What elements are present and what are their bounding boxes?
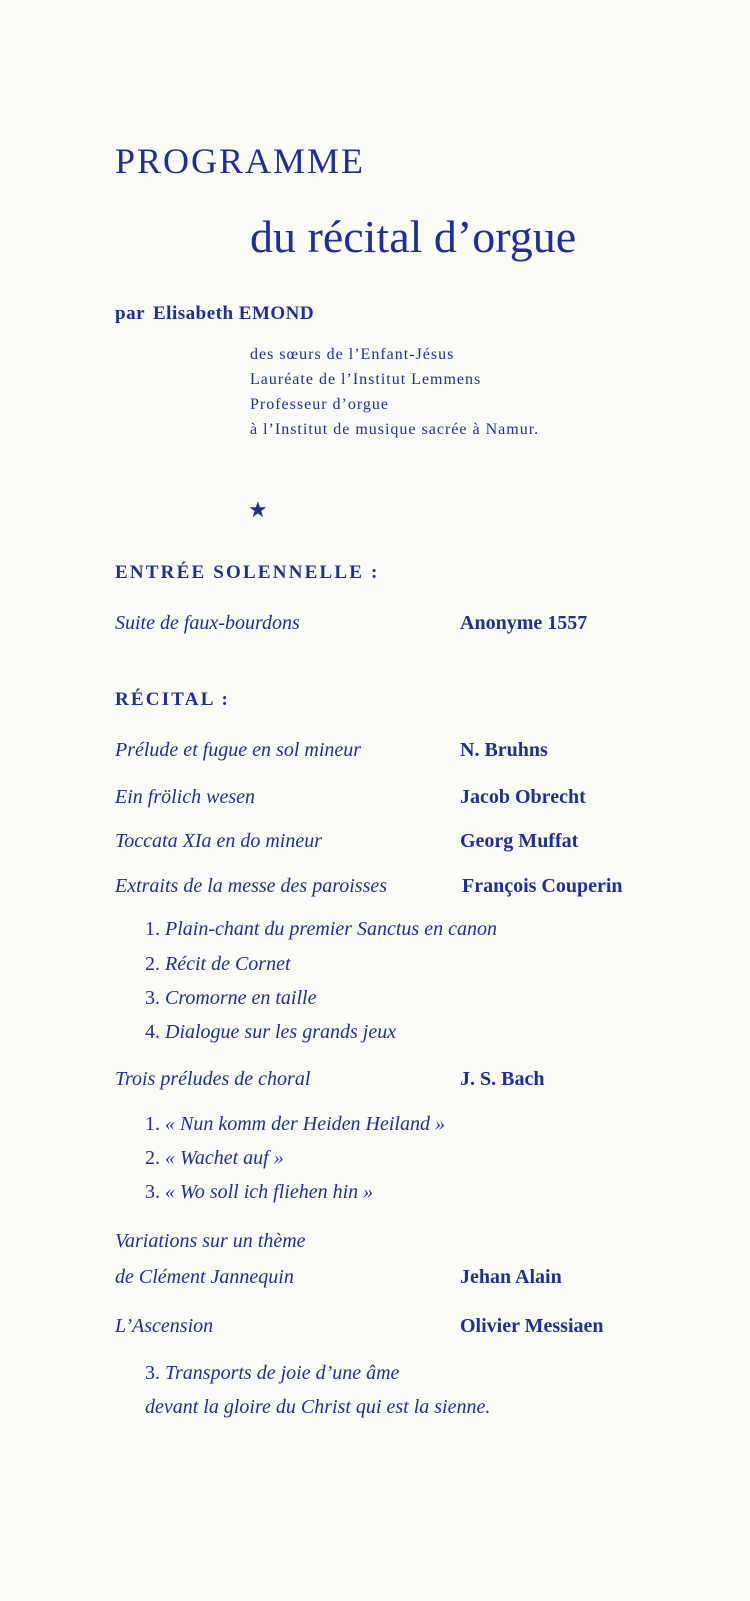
composer-name: Georg Muffat — [460, 830, 579, 852]
work-title: Suite de faux-bourdons — [115, 612, 300, 634]
movement-number: 3. — [145, 1362, 160, 1384]
work-title: Ein frölich wesen — [115, 786, 255, 808]
movement-item — [145, 1147, 284, 1170]
movement-number: 2. — [145, 1147, 160, 1169]
credential-line: à l’Institut de musique sacrée à Namur. — [250, 421, 540, 438]
performer-name: Elisabeth EMOND — [153, 303, 315, 324]
credential-line: Lauréate de l’Institut Lemmens — [250, 371, 482, 388]
composer-name: N. Bruhns — [460, 739, 548, 761]
movement-item — [145, 1021, 396, 1044]
movement-title: Récit de Cornet — [165, 953, 291, 975]
movement-item — [145, 1362, 399, 1385]
movement-title: « Wachet auf » — [165, 1147, 284, 1169]
composer-name: François Couperin — [462, 875, 623, 897]
movement-title: Dialogue sur les grands jeux — [165, 1021, 397, 1043]
movement-item — [145, 1181, 373, 1204]
page-title: PROGRAMME — [115, 141, 366, 181]
credential-line: Professeur d’orgue — [250, 396, 390, 413]
movement-title-continued: devant la gloire du Christ qui est la sienne. — [145, 1396, 491, 1418]
composer-name: J. S. Bach — [460, 1068, 545, 1090]
movement-title: Transports de joie d’une âme — [165, 1362, 400, 1384]
composer-name: Jehan Alain — [460, 1266, 562, 1288]
movement-number: 3. — [145, 1181, 160, 1203]
movement-number: 1. — [145, 918, 160, 940]
movement-title: « Nun komm der Heiden Heiland » — [165, 1113, 445, 1135]
work-title: Extraits de la messe des paroisses — [115, 875, 388, 897]
work-title: Trois préludes de choral — [115, 1068, 311, 1090]
movement-item — [145, 987, 316, 1010]
work-title: de Clément Jannequin — [115, 1266, 294, 1288]
movement-number: 4. — [145, 1021, 160, 1043]
page-subtitle: du récital d’orgue — [250, 211, 577, 262]
performer-credentials — [250, 342, 539, 442]
work-title: L’Ascension — [115, 1315, 214, 1337]
credential-line: des sœurs de l’Enfant-Jésus — [250, 346, 455, 363]
star-ornament-icon: ★ — [248, 497, 268, 522]
movement-title: Cromorne en taille — [165, 987, 317, 1009]
composer-name: Jacob Obrecht — [460, 786, 586, 808]
performer-line — [115, 303, 314, 325]
performer-prefix: par — [115, 303, 145, 324]
composer-name: Olivier Messiaen — [460, 1315, 604, 1337]
composer-name: Anonyme 1557 — [460, 612, 588, 634]
work-title: Toccata XIa en do mineur — [115, 830, 323, 852]
movement-number: 2. — [145, 953, 160, 975]
section-heading-recital: RÉCITAL : — [115, 689, 230, 710]
movement-title: Plain-chant du premier Sanctus en canon — [165, 918, 497, 940]
movement-item — [145, 953, 291, 976]
movement-number: 1. — [145, 1113, 160, 1135]
movement-title: « Wo soll ich fliehen hin » — [165, 1181, 374, 1203]
work-title: Variations sur un thème — [115, 1230, 306, 1252]
movement-number: 3. — [145, 987, 160, 1009]
section-heading-entree: ENTRÉE SOLENNELLE : — [115, 562, 380, 583]
movement-item — [145, 1113, 445, 1136]
movement-item — [145, 918, 497, 941]
work-title: Prélude et fugue en sol mineur — [115, 739, 362, 761]
